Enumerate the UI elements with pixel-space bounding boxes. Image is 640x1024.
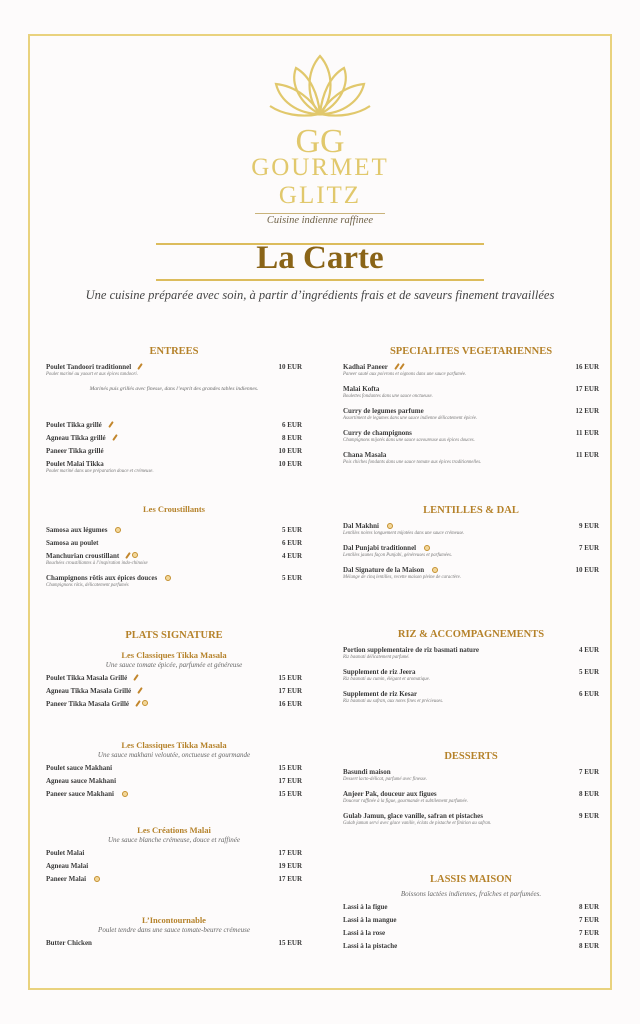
- item-name: Poulet Malai Tikka: [46, 459, 104, 468]
- item-description: Gulab jamun servi avec glace vanille, éclats de pistache et finition au safran.: [343, 821, 492, 826]
- item-name: Lassi à la mangue: [343, 915, 397, 924]
- item-icons: [165, 575, 171, 581]
- item-price: 11 EUR: [575, 450, 599, 459]
- lotus-logo-icon: [240, 48, 400, 158]
- item-name: Poulet sauce Makhani: [46, 763, 113, 772]
- item-name: Paneer sauce Makhani: [46, 789, 114, 798]
- item-name: Kadhai Paneer: [343, 362, 388, 371]
- item-description: Bouchées croustillantes à l’inspiration indo-chinoise: [46, 561, 148, 566]
- item-price: 12 EUR: [575, 406, 599, 415]
- item-description: Boulettes fondantes dans une sauce onctueuse.: [343, 394, 433, 399]
- menu-item-row: [343, 384, 599, 393]
- item-name: Samosa au poulet: [46, 538, 99, 547]
- item-name: Dal Punjabi traditionnel: [343, 543, 417, 552]
- item-name: Chana Masala: [343, 450, 387, 459]
- menu-item: [46, 776, 302, 785]
- menu-item-row: [46, 673, 302, 682]
- chili-icon: [135, 700, 141, 707]
- item-price: 10 EUR: [278, 362, 302, 371]
- item-name: Agneau Tikka Masala Grillé: [46, 686, 132, 695]
- item-description: Mélange de cinq lentilles, recette maison pleine de caractère.: [343, 575, 461, 580]
- section-title: LENTILLES & DAL: [423, 505, 519, 516]
- menu-item-row: [46, 446, 302, 455]
- item-price: 7 EUR: [578, 915, 599, 924]
- item-name: Curry de champignons: [343, 428, 412, 437]
- section-croustillants: [46, 504, 302, 595]
- menu-item-row: [46, 362, 302, 371]
- item-price: 7 EUR: [578, 543, 599, 552]
- section-title: RIZ & ACCOMPAGNEMENTS: [397, 629, 545, 640]
- menu-item: [343, 689, 599, 705]
- item-price: 9 EUR: [578, 521, 599, 530]
- item-price: 8 EUR: [281, 433, 302, 442]
- item-name: Lassi à la figue: [343, 902, 388, 911]
- menu-item: [46, 861, 302, 870]
- menu-item: [46, 763, 302, 772]
- menu-item: [343, 902, 599, 911]
- item-price: 11 EUR: [575, 428, 599, 437]
- menu-item-row: [343, 689, 599, 698]
- item-name: Poulet Tikka Masala Grillé: [46, 673, 128, 682]
- menu-item: [46, 848, 302, 857]
- item-price: 17 EUR: [278, 848, 302, 857]
- page-subtitle: Une cuisine préparée avec soin, à partir d’ingrédients frais et de saveurs finement travaillées: [85, 288, 555, 302]
- section-title: SPECIALITES VEGETARIENNES: [389, 346, 553, 357]
- divider-bottom: [156, 279, 484, 281]
- item-name: Portion supplementaire de riz basmati nature: [343, 645, 480, 654]
- item-icons: [110, 421, 112, 428]
- section-description: Une sauce makhani veloutée, onctueuse et gourmande: [97, 751, 251, 759]
- item-icons: [139, 687, 141, 694]
- vegetarian-icon: [122, 791, 128, 797]
- menu-item: [343, 565, 599, 581]
- menu-item-row: [343, 667, 599, 676]
- section-lentilles-dal: [343, 505, 599, 587]
- item-price: 6 EUR: [578, 689, 599, 698]
- item-price: 5 EUR: [578, 667, 599, 676]
- item-name: Supplement de riz Kesar: [343, 689, 418, 698]
- item-price: 17 EUR: [575, 384, 599, 393]
- item-name: Anjeer Pak, douceur aux figues: [343, 789, 437, 798]
- item-icons: [137, 700, 148, 707]
- section-title: Les Croustillants: [143, 504, 205, 514]
- item-price: 17 EUR: [278, 874, 302, 883]
- menu-item-row: [46, 420, 302, 429]
- item-icons: [94, 876, 100, 882]
- section-subtitle: Les Classiques Tikka Masala: [121, 650, 227, 660]
- menu-item-row: [343, 928, 599, 937]
- item-name: Lassi à la pistache: [343, 941, 398, 950]
- item-name: Paneer Tikka Masala Grillé: [46, 699, 130, 708]
- item-name: Manchurian croustillant: [46, 551, 120, 560]
- item-description: Pois chiches fondants dans une sauce tomate aux épices traditionnelles.: [343, 460, 482, 465]
- item-price: 10 EUR: [278, 459, 302, 468]
- item-price: 8 EUR: [578, 941, 599, 950]
- menu-item-row: [46, 573, 302, 582]
- menu-item-row: [46, 538, 302, 547]
- menu-item-row: [46, 776, 302, 785]
- item-description: Dessert lacto-délicat, parfumé avec finesse.: [343, 777, 427, 782]
- item-price: 7 EUR: [578, 767, 599, 776]
- item-icons: [115, 527, 121, 533]
- item-description: Douceur raffinée à la figue, gourmande et subtilement parfumée.: [343, 799, 468, 804]
- item-name: Paneer Malai: [46, 874, 87, 883]
- item-icons: [387, 523, 393, 529]
- item-name: Butter Chicken: [46, 938, 92, 947]
- item-name: Paneer Tikka grillé: [46, 446, 104, 455]
- menu-item: [343, 543, 599, 559]
- item-description: Assortiment de legumes dans une sauce indienne délicatement épicée.: [343, 416, 478, 421]
- chili-icon: [137, 363, 143, 370]
- item-description: Riz basmati au safran, aux notes fines et précieuses.: [343, 699, 444, 704]
- menu-item: [343, 406, 599, 422]
- menu-item-row: [46, 763, 302, 772]
- item-icons: [424, 545, 430, 551]
- menu-item-row: [46, 433, 302, 442]
- section-title: ENTREES: [149, 346, 199, 357]
- item-price: 8 EUR: [578, 789, 599, 798]
- menu-item-row: [46, 874, 302, 883]
- item-name: Agneau sauce Makhani: [46, 776, 117, 785]
- item-price: 16 EUR: [278, 699, 302, 708]
- item-name: Basundi maison: [343, 767, 391, 776]
- menu-item-row: [46, 861, 302, 870]
- item-name: Agneau Tikka grillé: [46, 433, 106, 442]
- section-malai: [46, 825, 302, 887]
- item-description: Poulet mariné dans une préparation douce et crémeuse.: [46, 469, 154, 474]
- menu-item: [46, 573, 302, 589]
- vegetarian-icon: [387, 523, 393, 529]
- menu-item: [343, 645, 599, 661]
- item-icons: [139, 363, 141, 370]
- section-title: PLATS SIGNATURE: [125, 630, 223, 641]
- menu-item: [46, 362, 302, 378]
- item-price: 9 EUR: [578, 811, 599, 820]
- section-riz: [343, 629, 599, 711]
- item-description: Paneer sauté aux poivrons et oignons dans une sauce parfumée.: [343, 372, 467, 377]
- menu-item: [343, 667, 599, 683]
- menu-item: [46, 874, 302, 883]
- item-price: 5 EUR: [281, 525, 302, 534]
- item-icons: [396, 363, 403, 370]
- menu-item-row: [343, 521, 599, 530]
- section-incontournable: [46, 915, 302, 951]
- item-description: Riz basmati au cumin, élégant et aromatique.: [343, 677, 430, 682]
- item-description: Lentilles jaunes façon Punjabi, généreuses et parfumées.: [343, 553, 453, 558]
- menu-item: [46, 420, 302, 429]
- item-icons: [122, 791, 128, 797]
- chili-icon: [399, 363, 405, 370]
- section-makhani: [46, 740, 302, 802]
- item-icons: [114, 434, 116, 441]
- item-price: 17 EUR: [278, 776, 302, 785]
- monogram: GG: [295, 123, 345, 158]
- item-price: 15 EUR: [278, 789, 302, 798]
- section-vegetariennes: [343, 346, 599, 472]
- item-price: 16 EUR: [575, 362, 599, 371]
- vegetarian-icon: [165, 575, 171, 581]
- item-name: Lassi à la rose: [343, 928, 386, 937]
- chili-icon: [112, 434, 118, 441]
- item-name: Poulet Tikka grillé: [46, 420, 102, 429]
- vegetarian-icon: [132, 552, 138, 558]
- item-price: 17 EUR: [278, 686, 302, 695]
- menu-item-row: [343, 789, 599, 798]
- menu-item: [46, 538, 302, 547]
- menu-item-row: [46, 938, 302, 947]
- menu-item: [343, 384, 599, 400]
- section-title: L’Incontournable: [142, 915, 206, 925]
- menu-item-row: [343, 767, 599, 776]
- menu-item: [46, 789, 302, 798]
- menu-item: [343, 767, 599, 783]
- item-name: Poulet Tandoori traditionnel: [46, 362, 132, 371]
- menu-item-row: [343, 406, 599, 415]
- item-price: 15 EUR: [278, 938, 302, 947]
- item-price: 15 EUR: [278, 763, 302, 772]
- section-title: Les Classiques Tikka Masala: [121, 740, 227, 750]
- menu-item: [343, 450, 599, 466]
- item-name: Dal Makhni: [343, 521, 379, 530]
- vegetarian-icon: [115, 527, 121, 533]
- menu-item: [46, 686, 302, 695]
- section-note: Marinés puis grillés avec finesse, dans l’esprit des grandes tables indiennes.: [89, 386, 259, 392]
- item-description: Poulet mariné au yaourt et aux épices tandoori.: [46, 372, 138, 377]
- item-name: Malai Kofta: [343, 384, 380, 393]
- item-name: Champignons rôtis aux épices douces: [46, 573, 158, 582]
- item-price: 19 EUR: [278, 861, 302, 870]
- chili-icon: [125, 552, 131, 559]
- menu-item: [343, 362, 599, 378]
- menu-item-row: [46, 686, 302, 695]
- item-name: Dal Signature de la Maison: [343, 565, 425, 574]
- menu-item-row: [46, 525, 302, 534]
- item-name: Poulet Malai: [46, 848, 85, 857]
- item-price: 4 EUR: [281, 551, 302, 560]
- vegetarian-icon: [424, 545, 430, 551]
- section-entrees: [46, 346, 302, 481]
- menu-item-row: [343, 428, 599, 437]
- menu-item-row: [343, 915, 599, 924]
- menu-item: [343, 811, 599, 827]
- menu-item: [46, 525, 302, 534]
- menu-item: [343, 789, 599, 805]
- chili-icon: [108, 421, 114, 428]
- menu-item-row: [343, 450, 599, 459]
- menu-item-row: [343, 543, 599, 552]
- item-price: 5 EUR: [281, 573, 302, 582]
- menu-item-row: [343, 362, 599, 371]
- section-title: Les Créations Malai: [137, 825, 211, 835]
- menu-item-row: [343, 645, 599, 654]
- section-desserts: [343, 751, 599, 833]
- item-price: 10 EUR: [575, 565, 599, 574]
- section-title: LASSIS MAISON: [430, 874, 512, 885]
- menu-item: [46, 699, 302, 708]
- item-description: Champignons rôtis, délicatement parfumés: [46, 583, 129, 588]
- item-description: Champignons mijotés dans une sauce savoureuse aux épices douces.: [343, 438, 475, 443]
- menu-item: [343, 428, 599, 444]
- brand-tagline: Cuisine indienne raffinee: [255, 213, 385, 226]
- menu-item: [46, 551, 302, 567]
- menu-item-row: [46, 789, 302, 798]
- item-price: 6 EUR: [281, 420, 302, 429]
- menu-item-row: [343, 811, 599, 820]
- menu-item: [46, 459, 302, 475]
- menu-item: [46, 938, 302, 947]
- brand-name-line2: GLITZ: [278, 182, 362, 209]
- section-lassis: [343, 874, 599, 954]
- menu-item-row: [46, 848, 302, 857]
- menu-item-row: [343, 902, 599, 911]
- item-name: Samosa aux légumes: [46, 525, 108, 534]
- item-name: Supplement de riz Jeera: [343, 667, 416, 676]
- item-icons: [135, 674, 137, 681]
- section-description: Poulet tendre dans une sauce tomate-beurre crémeuse: [98, 926, 250, 934]
- item-name: Gulab Jamun, glace vanille, safran et pistaches: [343, 811, 484, 820]
- item-price: 4 EUR: [578, 645, 599, 654]
- item-price: 8 EUR: [578, 902, 599, 911]
- item-name: Agneau Malai: [46, 861, 89, 870]
- item-price: 10 EUR: [278, 446, 302, 455]
- menu-item-row: [343, 565, 599, 574]
- item-icons: [127, 552, 138, 559]
- chili-icon: [133, 674, 139, 681]
- menu-item: [46, 673, 302, 682]
- item-price: 6 EUR: [281, 538, 302, 547]
- menu-item: [46, 446, 302, 455]
- menu-item-row: [46, 551, 302, 560]
- menu-item-row: [46, 459, 302, 468]
- section-plats-signature: [46, 630, 302, 712]
- vegetarian-icon: [142, 700, 148, 706]
- brand-name-line1: GOURMET: [251, 154, 389, 181]
- section-description: Boissons lactées indiennes, fraîches et parfumées.: [400, 890, 542, 898]
- menu-item: [46, 433, 302, 442]
- item-description: Riz basmati délicatement parfumé.: [343, 655, 410, 660]
- menu-item-row: [46, 699, 302, 708]
- item-description: Lentilles noires longuement mijotées dans une sauce crémeuse.: [343, 531, 465, 536]
- menu-item: [343, 928, 599, 937]
- item-icons: [432, 567, 438, 573]
- menu-item: [343, 915, 599, 924]
- menu-item: [343, 521, 599, 537]
- section-description: Une sauce blanche crémeuse, douce et raffinée: [108, 836, 240, 844]
- section-description: Une sauce tomate épicée, parfumée et généreuse: [105, 661, 243, 669]
- vegetarian-icon: [432, 567, 438, 573]
- menu-item: [343, 941, 599, 950]
- item-name: Curry de legumes parfume: [343, 406, 424, 415]
- item-price: 7 EUR: [578, 928, 599, 937]
- section-title: DESSERTS: [444, 751, 498, 762]
- chili-icon: [137, 687, 143, 694]
- menu-item-row: [343, 941, 599, 950]
- item-price: 15 EUR: [278, 673, 302, 682]
- vegetarian-icon: [94, 876, 100, 882]
- page-title: La Carte: [256, 240, 384, 276]
